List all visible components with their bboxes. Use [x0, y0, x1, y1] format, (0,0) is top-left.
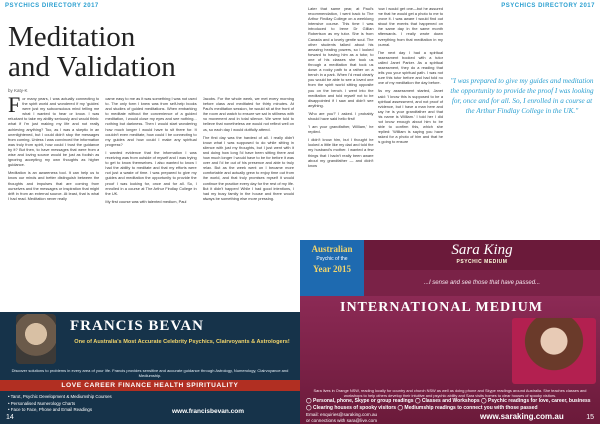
paragraph: Later that same year, at Paul's recommendation, I went back to The Arthur Findlay College on a weeklong intensive course. This time I was introduced to Irene Dr Gillian Robertson as my tutor. She is from Canada and a lovely gentle soul. The other students talked about his amazing healing powers, so I looked forward to having him as a tutor, to one of his classes she took us through a meditation that took us down a rocky path to a rather on a bench in a park. When I'd read clearly you would be able to see a loved one from the spirit world sitting opposite you on the bench. I went into the meditation and told myself not to be disappointed if I saw and didn't see anything. — [308, 6, 374, 108]
paragraph: Meditation is an awareness tool. It can help us to know our minds and better distinguish between the thoughts and impulses that are coming from ourselves and the messages or inspiration that might drift in from an external source. At least, that is what I had read. Meditation never really — [8, 170, 100, 201]
ad-body — [300, 296, 600, 424]
francis-bevan-ad[interactable] — [0, 312, 300, 424]
page-number: 15 — [586, 414, 594, 421]
paragraph: I didn't know him, but I thought he looked a little like my dad and told the my husband's mother. I wanted a few things that I hadn't really been aware about my grandfather — and didn't know — [308, 137, 374, 168]
ad-website-link[interactable]: www.saraking.com.au — [480, 412, 564, 421]
title-line-2: and Validation — [8, 51, 176, 83]
advertiser-name: FRANCIS BEVAN — [70, 318, 204, 334]
ad-tagline: ...I sense and see those that have passed... — [364, 270, 600, 296]
title-line-1: Meditation — [8, 21, 136, 53]
page-header: PSYCHICS DIRECTORY 2017 — [501, 3, 595, 9]
paragraph: Jacobs. For the whole week, we met every morning before class and meditated for thirty minutes. At Paul's meditation session, he would sit at the front of the room and watch to ensure we sat in stillness with no movement and in total silence. We were told to believe that nonetheless we would not reflect well on us, so each day I would dutifully attend. — [202, 96, 294, 132]
drop-cap: F — [8, 96, 21, 117]
page-header: PSYCHICS DIRECTORY 2017 — [5, 3, 99, 9]
award-line: Psychic of the — [316, 256, 348, 262]
pull-quote: "I was prepared to give my guides and meditation the opportunity to provide the proof I was looking for, once and for all. So, I enrolled in a course at the Arthur Findlay College in the UK." — [450, 77, 594, 115]
paragraph: I wanted evidence that the information I was receiving was from outside of myself and I was trying to get to know themselves. I also wanted to know I had the ability to meditate and that my efforts were not just a waste of time. I was prepared to give my guides and meditation the opportunity to provide the proof I was looking for, once and for all. So, I enrolled in a course at The Arthur Findlay College in the UK. — [105, 149, 197, 196]
ad-description: Sara lives in Orange NSW, reading locally for country and church NSW as well as doing phone and Skype readings around Australia. She teaches classes and workshops to help others develop their intuitive and psychic ability and Sara visits homes to clear houses of spooky visitors. — [313, 388, 587, 398]
service-item: • Face to Face, Phone and Email Readings — [8, 407, 93, 412]
award-badge — [300, 240, 364, 296]
ad-website-link[interactable]: www.francisbevan.com — [172, 408, 245, 415]
contact-email[interactable]: Email: enquiries@saraking.com.au — [306, 412, 378, 417]
ad-contact — [306, 412, 377, 423]
advertiser-photo — [512, 318, 596, 384]
advertiser-name: Sara King — [451, 242, 513, 258]
paragraph: As my assessment started, Janet said: 'I know this is supposed to be a spiritual assessment, and not proof of evidence, but I have a man here and say he is your grandfather and that his name is William.' I told her I did not know enough about him to be able to confirm this, which she replied: 'William is saying you have asked for a photo of him and that he is going to ensure — [377, 88, 443, 145]
sara-king-ad[interactable] — [300, 240, 600, 424]
column-2 — [105, 96, 196, 304]
byline: by Katy-K — [8, 88, 28, 93]
ad-category-bar: LOVE CAREER FINANCE HEALTH SPIRITUALITY — [0, 380, 300, 391]
article-body — [8, 96, 294, 304]
paragraph: how I would get one—but he assured me that he would get a photo to me to prove it. I was aware I would find out about the events that happened on the same day in the same month afterwards. I really wrote down everything from that meditation in my journal. — [377, 6, 443, 47]
page-number: 14 — [6, 414, 14, 421]
paragraph: The first day was the hardest of all. I really didn't know what I was supposed to do while sitting in silence with just my thoughts, but I just went with it and doing how long I'd have been sitting there and how much longer I would have to be for before it was over and I'd be out of his presence and able to truly relax. But as the week went on I became more comfortable and actually grew to enjoy time out from the world, and that truly promises myself it would continue the practice every day for the rest of my life. But it didn't happen! While I had good intentions, I had my busy family in the house and there would always be something else more pressing. — [202, 134, 294, 201]
column-1 — [8, 96, 99, 304]
column-3 — [203, 96, 294, 304]
column-5 — [378, 0, 444, 235]
advertiser-photo — [16, 314, 56, 364]
ad-services-list — [8, 394, 112, 414]
paragraph: 'Who are you?' I asked. I probably should have said hello first! — [308, 110, 374, 121]
contact-email-alt[interactable]: or connections with sara@live.com — [306, 417, 378, 423]
ad-description: Discover solutions to problems in every area of your life. Francis provides sensitive and accurate guidance through Astrology, Numerology, Clairvoyance and Mediumship. — [11, 368, 289, 378]
award-line: Australian — [311, 244, 353, 254]
paragraph: My first course was with talented medium, Paul — [105, 198, 187, 204]
column-4 — [308, 0, 374, 235]
paragraph: The next day I had a spiritual assessment booked with a tutor called Janet Parker. As a spiritual assessment, they do a reading that tells you your spiritual path. I was not sure this tutor before and had told no one of my meditation the day before. — [377, 49, 443, 86]
ad-services-list: ◯ Personal, phone, Skype or group readings ◯ Classes and Workshops ◯ Psychic readings for love, career, business ◯ Clearing houses of spooky visitors ◯ Mediumship readings to connect you with those passed — [306, 398, 591, 411]
service-item: • Tarot, Psychic Development & Mediumship Courses — [8, 394, 112, 399]
advertiser-subtitle: PSYCHIC MEDIUM — [456, 259, 508, 265]
article-body-continued — [308, 0, 443, 235]
paragraph: came easy to me as it was something I was not used to. The only form I knew was from self-help books and studies of guided meditations. When embarking to meditate without the convenience of a guided meditation, I would close my eyes and see nothing... nothing but darkness. Then I would start wondering how much longer I would have to sit there for. It couldn't even meditate, how could I be connecting to my guides and how could I make any spiritual progress? — [105, 96, 197, 147]
article-title — [8, 22, 176, 82]
award-line: Year 2015 — [312, 264, 352, 274]
paragraph: For many years, I was actually connecting to the spirit world and wondered if my 'guides' were just my subconscious mind telling me what I wanted to hear or know. I was reluctant to take my ability seriously and would think: what if I'm just making my life and not really achieving anything? Too, as I was a skeptic in an unenlightened, but I could didn't stop the messages from coming. Unless I was convinced the information was truly from spirit, how could I trust the guidance by it? But then, to have messages that were from a wise and loving source would be just as foolish as ignoring accepting my own thoughts as higher guidance. — [8, 96, 100, 168]
service-item: • Personalised Numerology Charts — [8, 400, 76, 406]
advertiser-header — [364, 240, 600, 270]
paragraph: 'I am your grandfather, William,' he replied. — [308, 124, 374, 135]
right-page — [300, 0, 600, 424]
ad-banner — [0, 312, 300, 366]
ad-headline: INTERNATIONAL MEDIUM — [340, 300, 543, 315]
ad-tagline: One of Australia's Most Accurate Celebrity Psychics, Clairvoyants & Astrologers! — [74, 339, 290, 345]
